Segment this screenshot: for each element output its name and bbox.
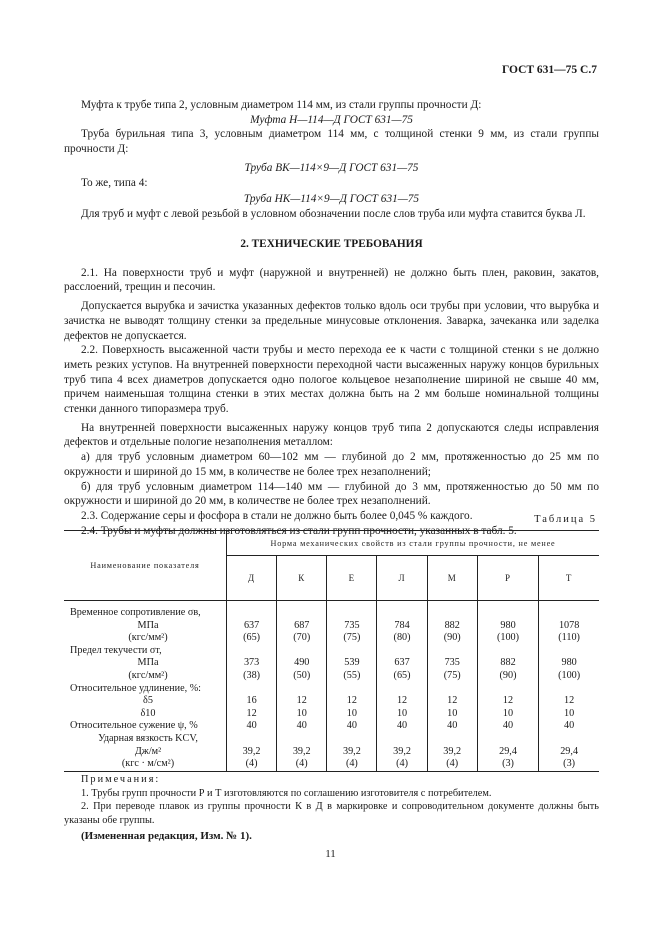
- table-caption: Таблица 5: [534, 514, 597, 525]
- row-label: МПа: [137, 657, 159, 669]
- row-label: Относительное удлинение, %:: [70, 682, 202, 694]
- cell-value: 882: [477, 657, 538, 670]
- clause-2-2-a: а) для труб условным диаметром 60—102 мм — глубиной до 2 мм, протяженностью до 25 мм по окружности и шириной до 15 мм, в количестве не более трех незаполнений;: [64, 451, 599, 478]
- cell-value: 637: [227, 620, 277, 633]
- table-row: [64, 733, 599, 746]
- cell-value: 687: [277, 620, 327, 633]
- notes-title: Примечания:: [81, 774, 161, 785]
- cell-value: [327, 645, 377, 658]
- cell-value: [377, 601, 427, 620]
- cell-value: [277, 645, 327, 658]
- row-label: δ5: [143, 695, 153, 707]
- cell-value: (65): [227, 632, 277, 645]
- cell-value: [277, 683, 327, 696]
- cell-value: (4): [377, 758, 427, 771]
- cell-value: 784: [377, 620, 427, 633]
- cell-value: 10: [477, 708, 538, 721]
- table-row: [64, 657, 599, 670]
- cell-value: 39,2: [427, 746, 477, 759]
- cell-value: 12: [277, 695, 327, 708]
- clause-2-2-b: На внутренней поверхности высаженных наружу концов труб типа 2 допускаются следы исправления дефектов и отдельные пологие незаполнения металлом:: [64, 421, 599, 449]
- cell-value: 39,2: [227, 746, 277, 759]
- cell-value: (100): [477, 632, 538, 645]
- group-label: Д: [227, 556, 277, 601]
- cell-value: 735: [327, 620, 377, 633]
- cell-value: [427, 601, 477, 620]
- cell-value: (80): [377, 632, 427, 645]
- cell-value: (3): [477, 758, 538, 771]
- designation-example: Муфта Н—114—Д ГОСТ 631—75: [250, 113, 413, 126]
- row-label: Временное сопротивление σв,: [70, 607, 201, 618]
- cell-value: [477, 601, 538, 620]
- clause-2-4: 2.4. Трубы и муфты должны изготовляться из стали групп прочности, указанных в табл. 5.: [81, 524, 517, 537]
- cell-value: 39,2: [327, 746, 377, 759]
- cell-value: 40: [377, 720, 427, 733]
- cell-value: (38): [227, 670, 277, 683]
- row-label: Предел текучести σт,: [70, 644, 162, 656]
- cell-value: [427, 733, 477, 746]
- paragraph: Муфта к трубе типа 2, условным диаметром 114 мм, из стали группы прочности Д:: [81, 99, 482, 111]
- section-2: [64, 237, 599, 538]
- page-number: 11: [325, 848, 336, 860]
- table-row: [64, 601, 599, 620]
- paragraph: То же, типа 4:: [81, 176, 148, 189]
- cell-value: 490: [277, 657, 327, 670]
- cell-value: 12: [477, 695, 538, 708]
- group-label: Л: [377, 556, 427, 601]
- row-label: МПа: [137, 619, 159, 631]
- cell-value: [539, 645, 599, 658]
- cell-value: (75): [327, 632, 377, 645]
- table-header-row: [64, 531, 599, 556]
- row-label: (кгс/мм²): [128, 669, 168, 681]
- cell-value: [227, 683, 277, 696]
- cell-value: 12: [227, 708, 277, 721]
- row-label: Относительное сужение ψ, %: [70, 720, 198, 732]
- cell-value: (75): [427, 670, 477, 683]
- cell-value: 10: [277, 708, 327, 721]
- cell-value: (4): [327, 758, 377, 771]
- cell-value: [377, 733, 427, 746]
- cell-value: (4): [427, 758, 477, 771]
- cell-value: [539, 683, 599, 696]
- cell-value: [377, 645, 427, 658]
- table-body: [64, 601, 599, 772]
- designation-example: Труба ВК—114×9—Д ГОСТ 631—75: [244, 161, 419, 174]
- cell-value: 12: [377, 695, 427, 708]
- cell-value: 882: [427, 620, 477, 633]
- table-row: [64, 645, 599, 658]
- cell-value: [327, 733, 377, 746]
- group-label: М: [427, 556, 477, 601]
- table-row: [64, 720, 599, 733]
- cell-value: 12: [427, 695, 477, 708]
- cell-value: 12: [539, 695, 599, 708]
- cell-value: 40: [477, 720, 538, 733]
- cell-value: [277, 733, 327, 746]
- designation-example: Труба НК—114×9—Д ГОСТ 631—75: [243, 193, 420, 206]
- table-5: [64, 530, 599, 772]
- cell-value: [427, 645, 477, 658]
- cell-value: 12: [327, 695, 377, 708]
- cell-value: (4): [277, 758, 327, 771]
- cell-value: (110): [539, 632, 599, 645]
- edition-note: (Измененная редакция, Изм. № 1).: [81, 830, 252, 842]
- row-label: Дж/м²: [134, 745, 162, 757]
- cell-value: [327, 683, 377, 696]
- cell-value: 29,4: [477, 746, 538, 759]
- table-row: [64, 758, 599, 771]
- cell-value: 29,4: [539, 746, 599, 759]
- table-row: [64, 683, 599, 696]
- cell-value: 40: [227, 720, 277, 733]
- cell-value: [377, 683, 427, 696]
- cell-value: (70): [277, 632, 327, 645]
- table-row: [64, 670, 599, 683]
- table-row: [64, 632, 599, 645]
- clause-2-3: 2.3. Содержание серы и фосфора в стали не должно быть более 0,045 % каждого.: [81, 509, 473, 522]
- group-header: Норма механических свойств из стали группы прочности, не менее: [227, 531, 600, 556]
- cell-value: 40: [427, 720, 477, 733]
- doc-reference: ГОСТ 631—75 С.7: [501, 64, 597, 76]
- cell-value: 10: [539, 708, 599, 721]
- cell-value: 16: [227, 695, 277, 708]
- group-label: Т: [539, 556, 599, 601]
- cell-value: 39,2: [277, 746, 327, 759]
- cell-value: 40: [327, 720, 377, 733]
- cell-value: [227, 645, 277, 658]
- clause-2-2: 2.2. Поверхность высаженной части трубы и место перехода ее к части с толщиной стенки s не должно иметь резких уступов. На внутренней поверхности переходной части высаженных наружу концов бурильных труб типа 4 всех диаметров допускается одно пологое кольцевое незаполнение шириной не свыше 40 мм, причем наименьшая толщина стенки в этих местах должна быть на 2 мм больше номинальной толщины стенки данного типоразмера труб.: [64, 344, 599, 416]
- cell-value: 373: [227, 657, 277, 670]
- cell-value: [277, 601, 327, 620]
- cell-value: [427, 683, 477, 696]
- group-label: Е: [327, 556, 377, 601]
- cell-value: (4): [227, 758, 277, 771]
- cell-value: [477, 645, 538, 658]
- cell-value: (55): [327, 670, 377, 683]
- cell-value: [539, 733, 599, 746]
- cell-value: [477, 683, 538, 696]
- cell-value: 39,2: [377, 746, 427, 759]
- cell-value: 539: [327, 657, 377, 670]
- cell-value: [327, 601, 377, 620]
- cell-value: (3): [539, 758, 599, 771]
- paragraph: Для труб и муфт с левой резьбой в условном обозначении после слов труба или муфта ставится буква Л.: [81, 207, 586, 220]
- cell-value: [539, 601, 599, 620]
- column-header-name: Наименование показателя: [64, 531, 227, 601]
- paragraph: Труба бурильная типа 3, условным диаметром 114 мм, с толщиной стенки 9 мм, из стали группы прочности Д:: [64, 128, 599, 156]
- cell-value: (90): [477, 670, 538, 683]
- cell-value: 10: [427, 708, 477, 721]
- cell-value: (50): [277, 670, 327, 683]
- clause-2-1: 2.1. На поверхности труб и муфт (наружной и внутренней) не должно быть плен, раковин, закатов, расслоений, трещин и песочин.: [64, 266, 599, 294]
- cell-value: 735: [427, 657, 477, 670]
- row-label: Ударная вязкость KCV,: [98, 732, 198, 744]
- table-row: [64, 695, 599, 708]
- cell-value: [477, 733, 538, 746]
- cell-value: 10: [327, 708, 377, 721]
- cell-value: [227, 733, 277, 746]
- table-row: [64, 708, 599, 721]
- notes-block: [64, 773, 599, 844]
- cell-value: 980: [539, 657, 599, 670]
- table-row: [64, 746, 599, 759]
- cell-value: (100): [539, 670, 599, 683]
- cell-value: 637: [377, 657, 427, 670]
- clause-2-1-b: Допускается вырубка и зачистка указанных дефектов только вдоль оси трубы при условии, что вырубка и зачистка не выводят толщину стенки за предельные минусовые отклонения. Заварка, зачеканка или заделка дефектов не допускается.: [64, 300, 599, 342]
- cell-value: (65): [377, 670, 427, 683]
- cell-value: 1078: [539, 620, 599, 633]
- cell-value: [227, 601, 277, 620]
- cell-value: 980: [477, 620, 538, 633]
- cell-value: 40: [539, 720, 599, 733]
- group-label: Р: [477, 556, 538, 601]
- cell-value: (90): [427, 632, 477, 645]
- section-title: 2. ТЕХНИЧЕСКИЕ ТРЕБОВАНИЯ: [240, 238, 423, 250]
- row-label: (кгс · м/см²): [64, 758, 227, 771]
- clause-2-2-c: б) для труб условным диаметром 114—140 мм — глубиной до 3 мм, протяженностью до 50 мм по окружности и шириной до 20 мм, в количестве не более трех незаполнений.: [64, 480, 599, 508]
- note-1: 1. Трубы групп прочности Р и Т изготовляются по соглашению изготовителя с потребителем.: [81, 787, 492, 799]
- row-label: δ10: [140, 707, 156, 719]
- intro-block: [64, 98, 599, 222]
- note-2: 2. При переводе плавок из группы прочности К в Д в маркировке и сопроводительном документе должны быть указаны обе группы.: [64, 801, 599, 826]
- cell-value: 40: [277, 720, 327, 733]
- table-row: [64, 620, 599, 633]
- cell-value: 10: [377, 708, 427, 721]
- row-label: (кгс/мм²): [128, 632, 168, 644]
- group-label: К: [277, 556, 327, 601]
